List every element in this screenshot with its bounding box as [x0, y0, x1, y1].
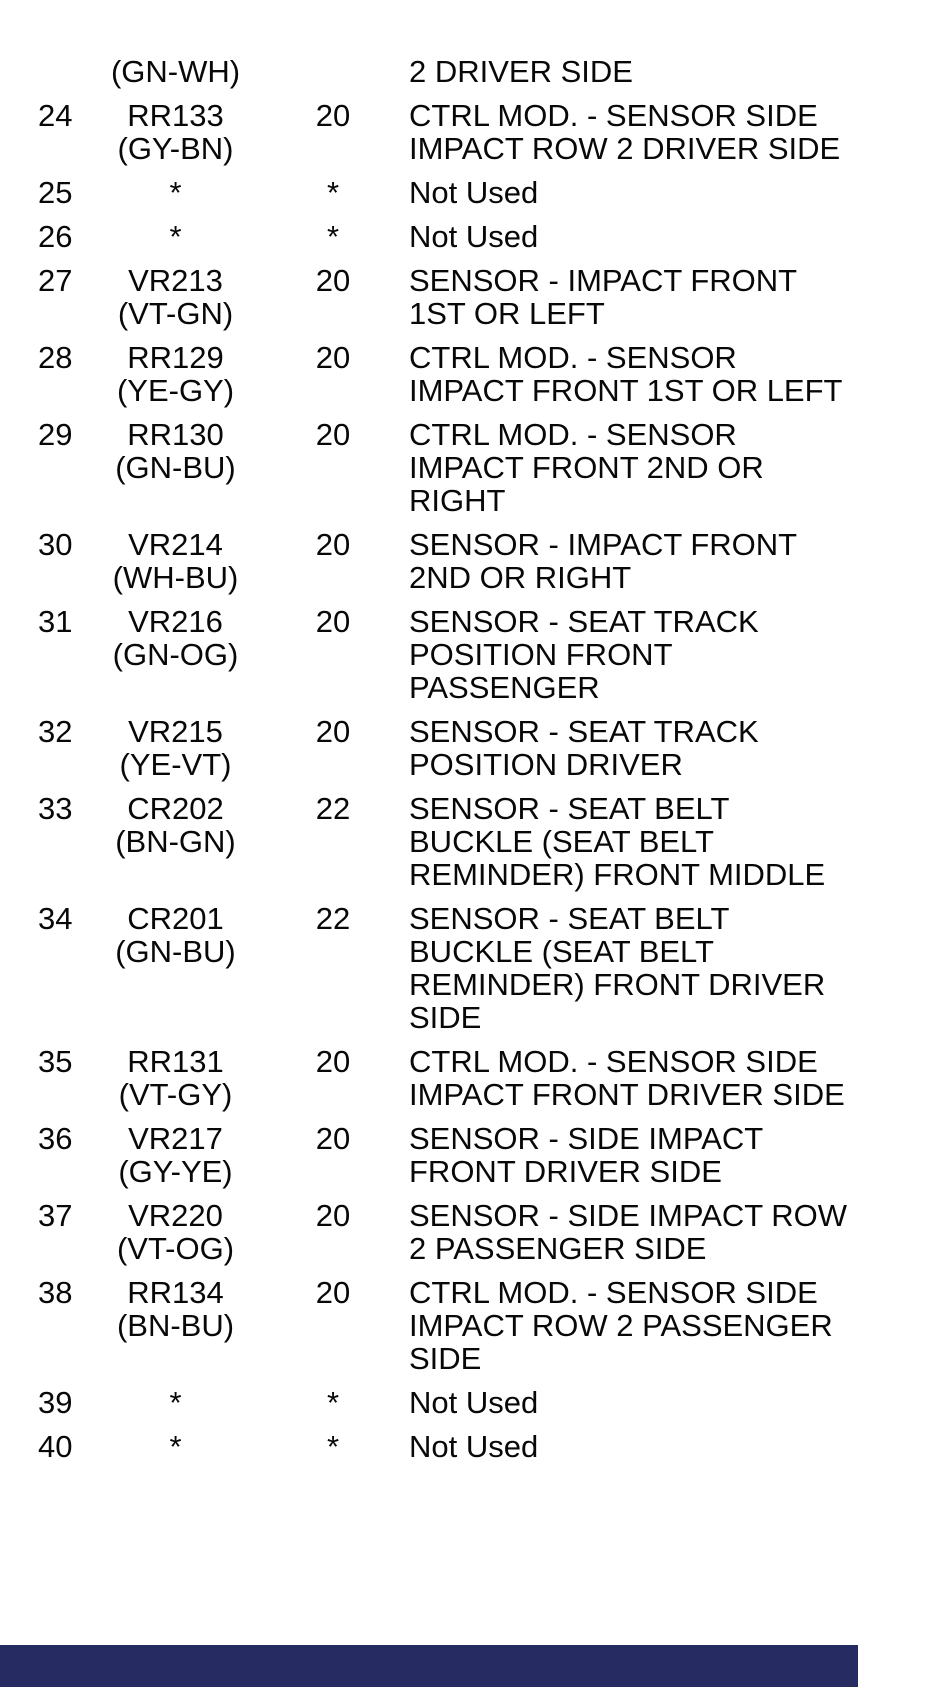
circuit-line: CR201: [127, 901, 224, 936]
table-row: [38, 1199, 929, 1265]
gauge-cell: 20: [315, 98, 351, 133]
desc-line: POSITION FRONT: [409, 637, 673, 672]
table-row: [38, 1430, 929, 1463]
circuit-cell: [88, 418, 263, 517]
circuit-line: RR130: [127, 417, 224, 452]
table-row: [38, 902, 929, 1034]
desc-line: REMINDER) FRONT MIDDLE: [409, 857, 826, 892]
desc-cell: [403, 264, 869, 330]
desc-line: IMPACT ROW 2 PASSENGER: [409, 1308, 833, 1343]
circuit-cell: [88, 1430, 263, 1463]
desc-line: CTRL MOD. - SENSOR: [409, 417, 737, 452]
circuit-line: (YE-GY): [116, 373, 235, 408]
desc-cell: [403, 528, 869, 594]
table-row: [38, 1386, 929, 1419]
table-row: [38, 220, 929, 253]
pin-cell: 25: [38, 175, 73, 210]
table-row: [38, 55, 929, 88]
desc-line: IMPACT ROW 2 DRIVER SIDE: [409, 131, 841, 166]
table-row: [38, 341, 929, 407]
pin-cell: 36: [38, 1121, 73, 1156]
circuit-line: VR214: [128, 527, 223, 562]
table-row: [38, 176, 929, 209]
pin-cell: 29: [38, 417, 73, 452]
pin-cell: 32: [38, 714, 73, 749]
circuit-cell: [88, 99, 263, 165]
desc-line: Not Used: [409, 1429, 539, 1464]
desc-line: Not Used: [409, 219, 539, 254]
pin-cell: 30: [38, 527, 73, 562]
desc-line: Not Used: [409, 1385, 539, 1420]
circuit-line: (BN-BU): [116, 1308, 235, 1343]
circuit-cell: [88, 55, 263, 88]
desc-line: SENSOR - SIDE IMPACT: [409, 1121, 764, 1156]
desc-line: REMINDER) FRONT DRIVER: [409, 967, 826, 1002]
pin-cell: 31: [38, 604, 73, 639]
circuit-cell: [88, 715, 263, 781]
desc-line: SENSOR - SEAT BELT: [409, 901, 730, 936]
circuit-line: VR217: [128, 1121, 223, 1156]
circuit-line: *: [169, 219, 182, 254]
desc-line: SENSOR - SIDE IMPACT ROW: [409, 1198, 848, 1233]
circuit-line: RR134: [127, 1275, 224, 1310]
desc-cell: [403, 1122, 869, 1188]
circuit-line: VR213: [128, 263, 223, 298]
desc-cell: [403, 1276, 869, 1375]
pin-cell: 34: [38, 901, 73, 936]
circuit-line: VR215: [128, 714, 223, 749]
circuit-cell: [88, 528, 263, 594]
circuit-line: VR220: [128, 1198, 223, 1233]
circuit-line: (VT-GY): [118, 1077, 233, 1112]
gauge-cell: 22: [315, 901, 351, 936]
pin-cell: 26: [38, 219, 73, 254]
circuit-line: (WH-BU): [112, 560, 239, 595]
circuit-line: (GN-WH): [110, 54, 241, 89]
desc-line: BUCKLE (SEAT BELT: [409, 824, 714, 859]
circuit-line: (YE-VT): [119, 747, 232, 782]
circuit-line: *: [169, 1385, 182, 1420]
circuit-cell: [88, 1386, 263, 1419]
gauge-cell: *: [326, 1385, 340, 1420]
desc-line: SENSOR - IMPACT FRONT: [409, 263, 798, 298]
gauge-cell: 20: [315, 263, 351, 298]
desc-line: PASSENGER: [409, 670, 600, 705]
pin-cell: 40: [38, 1429, 73, 1464]
gauge-cell: *: [326, 219, 340, 254]
circuit-line: (GY-YE): [118, 1154, 233, 1189]
desc-cell: [403, 341, 869, 407]
table-row: [38, 264, 929, 330]
desc-line: RIGHT: [409, 483, 506, 518]
pin-cell: 28: [38, 340, 73, 375]
table-row: [38, 418, 929, 517]
desc-line: IMPACT FRONT 2ND OR: [409, 450, 764, 485]
desc-line: IMPACT FRONT 1ST OR LEFT: [409, 373, 843, 408]
circuit-line: RR129: [127, 340, 224, 375]
gauge-cell: 20: [315, 527, 351, 562]
gauge-cell: 20: [315, 1044, 351, 1079]
circuit-cell: [88, 220, 263, 253]
desc-line: SENSOR - IMPACT FRONT: [409, 527, 798, 562]
desc-cell: [403, 1045, 869, 1111]
pin-cell: 27: [38, 263, 73, 298]
circuit-cell: [88, 1199, 263, 1265]
table-row: [38, 1276, 929, 1375]
desc-cell: [403, 55, 869, 88]
table-row: [38, 1045, 929, 1111]
pin-cell: 35: [38, 1044, 73, 1079]
desc-cell: [403, 418, 869, 517]
desc-cell: [403, 1199, 869, 1265]
pin-cell: 37: [38, 1198, 73, 1233]
table-row: [38, 792, 929, 891]
desc-cell: [403, 99, 869, 165]
desc-line: FRONT DRIVER SIDE: [409, 1154, 722, 1189]
desc-line: SIDE: [409, 1341, 482, 1376]
circuit-line: (GN-BU): [115, 450, 236, 485]
gauge-cell: 20: [315, 417, 351, 452]
circuit-line: VR216: [128, 604, 223, 639]
desc-line: CTRL MOD. - SENSOR SIDE: [409, 98, 818, 133]
desc-line: SENSOR - SEAT TRACK: [409, 604, 759, 639]
table-row: [38, 605, 929, 704]
desc-cell: [403, 902, 869, 1034]
circuit-line: (VT-GN): [117, 296, 234, 331]
gauge-cell: 20: [315, 340, 351, 375]
gauge-cell: 20: [315, 1121, 351, 1156]
gauge-cell: 20: [315, 604, 351, 639]
circuit-cell: [88, 1276, 263, 1375]
circuit-line: (BN-GN): [115, 824, 236, 859]
desc-line: CTRL MOD. - SENSOR SIDE: [409, 1044, 818, 1079]
gauge-cell: 20: [315, 1275, 351, 1310]
table-row: [38, 1122, 929, 1188]
gauge-cell: *: [326, 175, 340, 210]
desc-line: Not Used: [409, 175, 539, 210]
circuit-cell: [88, 1045, 263, 1111]
circuit-cell: [88, 341, 263, 407]
desc-line: 2ND OR RIGHT: [409, 560, 632, 595]
desc-line: SIDE: [409, 1000, 482, 1035]
circuit-line: *: [169, 1429, 182, 1464]
desc-line: POSITION DRIVER: [409, 747, 683, 782]
pin-cell: [38, 55, 88, 88]
desc-line: IMPACT FRONT DRIVER SIDE: [409, 1077, 845, 1112]
footer-rule: [0, 1645, 858, 1687]
gauge-cell: 20: [315, 1198, 351, 1233]
desc-line: CTRL MOD. - SENSOR SIDE: [409, 1275, 818, 1310]
circuit-line: CR202: [127, 791, 224, 826]
desc-cell: [403, 220, 869, 253]
circuit-line: (GY-BN): [117, 131, 234, 166]
circuit-line: RR131: [127, 1044, 224, 1079]
table-row: [38, 528, 929, 594]
desc-cell: [403, 1430, 869, 1463]
desc-line: SENSOR - SEAT BELT: [409, 791, 730, 826]
pin-cell: 38: [38, 1275, 73, 1310]
circuit-cell: [88, 792, 263, 891]
desc-cell: [403, 176, 869, 209]
table-row: [38, 99, 929, 165]
circuit-line: (GN-OG): [112, 637, 239, 672]
desc-line: BUCKLE (SEAT BELT: [409, 934, 714, 969]
circuit-line: RR133: [127, 98, 224, 133]
desc-line: 2 DRIVER SIDE: [409, 54, 633, 89]
gauge-cell: 20: [315, 714, 351, 749]
desc-cell: [403, 605, 869, 704]
pin-cell: 24: [38, 98, 73, 133]
pinout-table: [38, 55, 929, 1463]
circuit-cell: [88, 1122, 263, 1188]
desc-line: CTRL MOD. - SENSOR: [409, 340, 737, 375]
circuit-line: (VT-OG): [116, 1231, 235, 1266]
gauge-cell: 22: [315, 791, 351, 826]
desc-line: SENSOR - SEAT TRACK: [409, 714, 759, 749]
desc-cell: [403, 792, 869, 891]
circuit-line: *: [169, 175, 182, 210]
table-row: [38, 715, 929, 781]
circuit-cell: [88, 176, 263, 209]
circuit-cell: [88, 605, 263, 704]
circuit-cell: [88, 264, 263, 330]
pin-cell: 33: [38, 791, 73, 826]
desc-cell: [403, 1386, 869, 1419]
gauge-cell: [263, 55, 403, 88]
circuit-line: (GN-BU): [115, 934, 236, 969]
gauge-cell: *: [326, 1429, 340, 1464]
pin-cell: 39: [38, 1385, 73, 1420]
desc-cell: [403, 715, 869, 781]
desc-line: 2 PASSENGER SIDE: [409, 1231, 707, 1266]
circuit-cell: [88, 902, 263, 1034]
desc-line: 1ST OR LEFT: [409, 296, 605, 331]
